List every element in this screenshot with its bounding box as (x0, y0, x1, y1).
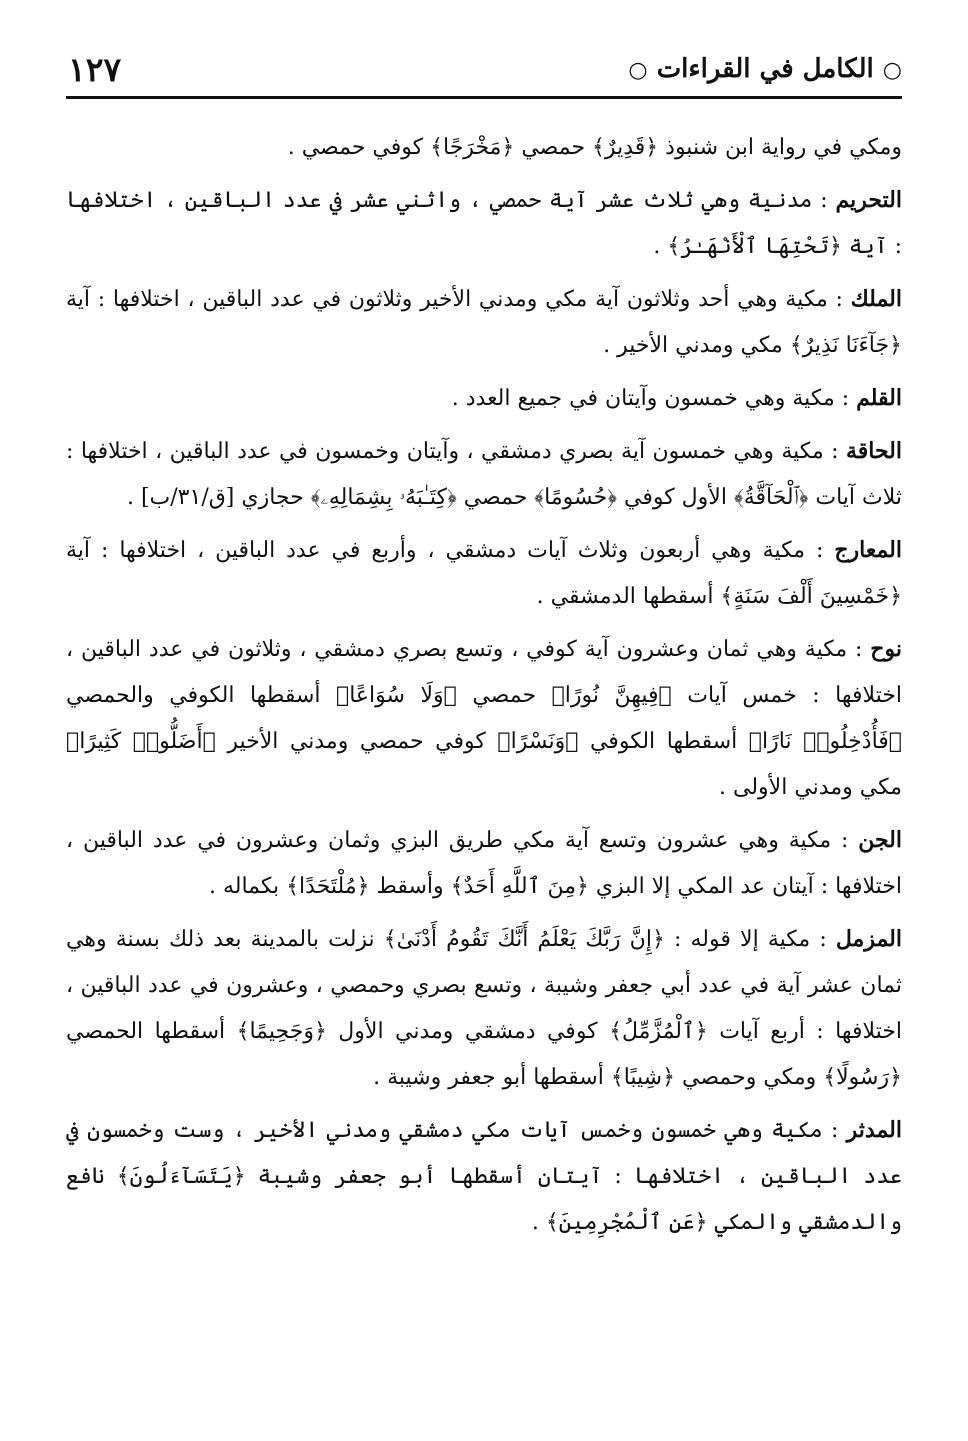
paragraph-text: : مكية وهي خمسون وخمس آيات مكي دمشقي ومدني الأخير ، وست وخمسون في عدد الباقين ، اختلافها : آيتان أسقطها أبو جعفر وشيبة ﴿يَتَسَآءَلُونَ﴾ نافع والدمشقي والمكي ﴿عَنِ ٱلْمُجْرِمِينَ﴾ . (66, 1118, 902, 1235)
paragraph-maarij (66, 527, 902, 620)
paragraph-jinn (66, 817, 902, 910)
surah-name: نوح (870, 636, 902, 662)
surah-name: القلم (856, 385, 902, 411)
surah-name: التحريم (835, 187, 902, 213)
surah-name: الحاقة (845, 438, 902, 464)
page-number: ١٢٧ (68, 50, 122, 89)
ring-ornament-left: ○ (628, 58, 648, 83)
paragraph-text: : مدنية وهي ثلاث عشر آية حمصي ، واثني عشر في عدد الباقين ، اختلافها : آية ﴿تَحْتِهَا ٱلْأَنْهَـٰرُ﴾ . (66, 188, 902, 259)
paragraph-muzzammil (66, 916, 902, 1101)
paragraph-continuation (66, 124, 902, 171)
surah-name: الجن (858, 827, 902, 853)
paragraph-text: : مكية إلا قوله : ﴿إِنَّ رَبَّكَ يَعْلَمُ أَنَّكَ تَقُومُ أَدْنَىٰ﴾ نزلت بالمدينة بعد ذلك بسنة وهي ثمان عشر آية في عدد أبي جعفر وشيبة ، وتسع بصري وحمصي ، وعشرون في عدد الباقين ، اختلافها : أربع آيات ﴿ٱلْمُزَّمِّلُ﴾ كوفي دمشقي ومدني الأول ﴿وَجَحِيمًا﴾ أسقطها الحمصي ﴿رَسُولًا﴾ ومكي وحمصي ﴿شِيبًا﴾ أسقطها أبو جعفر وشيبة . (66, 927, 902, 1090)
running-title (628, 54, 902, 84)
surah-name: الملك (850, 286, 902, 312)
book-title: الكامل في القراءات (656, 54, 874, 84)
surah-name: المدثر (846, 1117, 902, 1143)
ring-ornament-right: ○ (882, 58, 902, 83)
paragraph-text: : مكية وهي خمسون وآيتان في جميع العدد . (451, 386, 857, 411)
paragraph-qalam (66, 375, 902, 422)
paragraph-muddathir (66, 1107, 902, 1246)
page-header (66, 40, 902, 99)
paragraph-text: : مكية وهي عشرون وتسع آية مكي طريق البزي وثمان وعشرون في عدد الباقين ، اختلافها : آيتان عد المكي إلا البزي ﴿مِنَ ٱللَّهِ أَحَدٌ﴾ وأسقط ﴿مُلْتَحَدًا﴾ بكماله . (66, 828, 902, 899)
paragraph-text: : مكية وهي ثمان وعشرون آية كوفي ، وتسع بصري دمشقي ، وثلاثون في عدد الباقين ، اختلافها : خمس آيات ﴿فِيهِنَّ نُورًا﴾ حمصي ﴿وَلَا سُوَاعًا﴾ أسقطها الكوفي والحمصي ﴿فَأُدْخِلُوا۟ نَارًا﴾ أسقطها الكوفي ﴿وَنَسْرًا﴾ كوفي حمصي ومدني الأخير ﴿أَضَلُّوا۟ كَثِيرًا﴾ مكي ومدني الأولى . (66, 637, 902, 800)
main-text (66, 124, 902, 1252)
paragraph-text: ومكي في رواية ابن شنبوذ ﴿قَدِيرٌ﴾ حمصي ﴿مَخْرَجًا﴾ كوفي حمصي . (287, 135, 902, 160)
paragraph-text: : مكية وهي خمسون آية بصري دمشقي ، وآيتان وخمسون في عدد الباقين ، اختلافها : ثلاث آيات ﴿ٱلْحَآقَّةُ﴾ الأول كوفي ﴿حُسُومًا﴾ حمصي ﴿كِتَـٰبَهُۥ بِشِمَالِهِۦ﴾ حجازي [ق/٣١/ب] . (66, 439, 902, 510)
paragraph-haqqa (66, 428, 902, 521)
paragraph-nuh (66, 626, 902, 811)
surah-name: المعارج (834, 537, 902, 563)
surah-name: المزمل (835, 926, 902, 952)
paragraph-text: : مكية وهي أربعون وثلاث آيات دمشقي ، وأربع في عدد الباقين ، اختلافها : آية ﴿خَمْسِينَ أَلْفَ سَنَةٍ﴾ أسقطها الدمشقي . (66, 538, 902, 609)
paragraph-text: : مكية وهي أحد وثلاثون آية مكي ومدني الأخير وثلاثون في عدد الباقين ، اختلافها : آية ﴿جَآءَنَا نَذِيرٌ﴾ مكي ومدني الأخير . (66, 287, 902, 358)
paragraph-mulk (66, 276, 902, 369)
paragraph-tahrim (66, 177, 902, 270)
